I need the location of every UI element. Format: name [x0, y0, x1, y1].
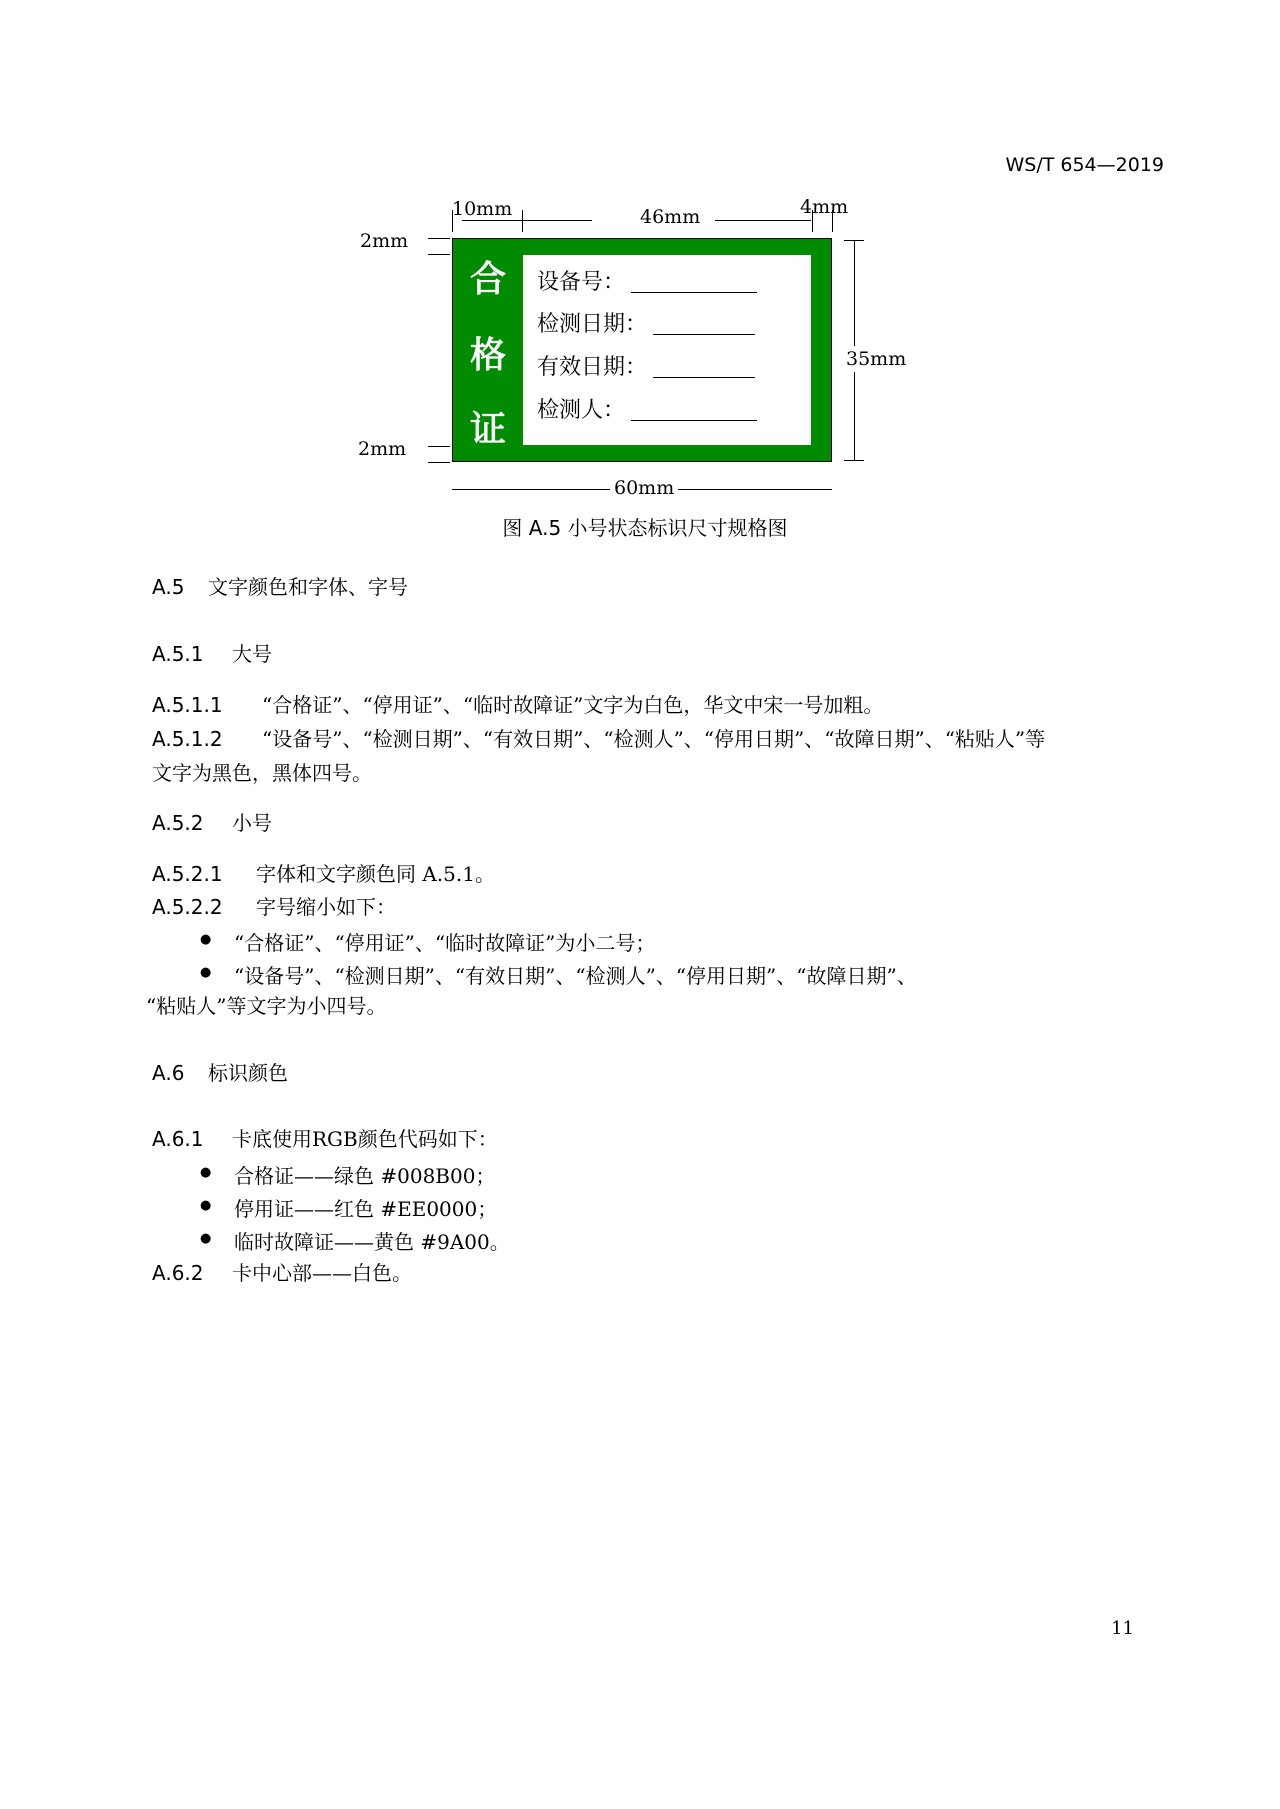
- para-a61: A.6.1 卡底使用RGB颜色代码如下：: [152, 1127, 498, 1151]
- dim-35mm: 35mm: [846, 348, 907, 370]
- card-char-1: 合: [469, 258, 506, 300]
- heading-a6: A.6 标识颜色: [152, 1061, 288, 1085]
- field-device-no: 设备号：: [537, 265, 757, 296]
- card-inner: [523, 255, 811, 445]
- dim-46mm: 46mm: [640, 206, 701, 228]
- tick: [452, 210, 453, 232]
- tick: [832, 210, 833, 232]
- bullet-a61-2: ● 停用证——红色 #EE0000；: [234, 1193, 497, 1222]
- bullet-a522-1: ● “合格证”、“停用证”、“临时故障证”为小二号；: [234, 927, 655, 956]
- status-card-sample: [452, 238, 832, 462]
- figure-a5: [358, 196, 920, 540]
- document-id: WS/T 654—2019: [1005, 154, 1164, 176]
- tick: [428, 462, 450, 463]
- field-tester: 检测人：: [537, 393, 757, 424]
- tick: [844, 460, 864, 461]
- bullet-a61-3: ● 临时故障证——黄色 #9A00。: [234, 1226, 510, 1255]
- dim-46-left-line: [462, 220, 592, 221]
- page-number: 11: [1111, 1618, 1134, 1639]
- para-a521: A.5.2.1 字体和文字颜色同 A.5.1。: [152, 862, 495, 886]
- tick: [844, 240, 864, 241]
- para-a62: A.6.2 卡中心部——白色。: [152, 1261, 412, 1285]
- tick: [428, 238, 450, 239]
- card-char-2: 格: [469, 334, 506, 376]
- dim-2mm-top: 2mm: [360, 230, 409, 252]
- tick: [522, 210, 523, 232]
- heading-a51: A.5.1 大号: [152, 642, 272, 666]
- tick: [428, 254, 450, 255]
- bullet-a522-2-cont: “粘贴人”等文字为小四号。: [146, 994, 387, 1018]
- heading-a52: A.5.2 小号: [152, 811, 272, 835]
- card-char-3: 证: [469, 408, 506, 450]
- dim-2mm-bottom: 2mm: [358, 438, 407, 460]
- bullet-a61-1: ● 合格证——绿色 #008B00；: [234, 1160, 495, 1189]
- tick: [428, 446, 450, 447]
- para-a512-cont: 文字为黑色，黑体四号。: [152, 761, 372, 785]
- dim-46-right-line: [715, 220, 811, 221]
- dim-4mm: 4mm: [800, 196, 849, 218]
- dim-10mm: 10mm: [452, 198, 513, 220]
- para-a511: A.5.1.1 “合格证”、“停用证”、“临时故障证”文字为白色，华文中宋一号加粗。: [152, 693, 884, 717]
- field-test-date: 检测日期：: [537, 307, 755, 338]
- field-valid-date: 有效日期：: [537, 350, 755, 381]
- dim-60mm: 60mm: [610, 477, 678, 499]
- figure-caption: 图 A.5 小号状态标识尺寸规格图: [502, 516, 788, 540]
- para-a512: A.5.1.2 “设备号”、“检测日期”、“有效日期”、“检测人”、“停用日期”、“故障日期”、“粘贴人”等: [152, 727, 1046, 751]
- heading-a5: A.5 文字颜色和字体、字号: [152, 575, 408, 599]
- tick: [812, 210, 813, 232]
- para-a522: A.5.2.2 字号缩小如下：: [152, 895, 396, 919]
- bullet-a522-2: ● “设备号”、“检测日期”、“有效日期”、“检测人”、“停用日期”、“故障日期”、: [234, 960, 917, 989]
